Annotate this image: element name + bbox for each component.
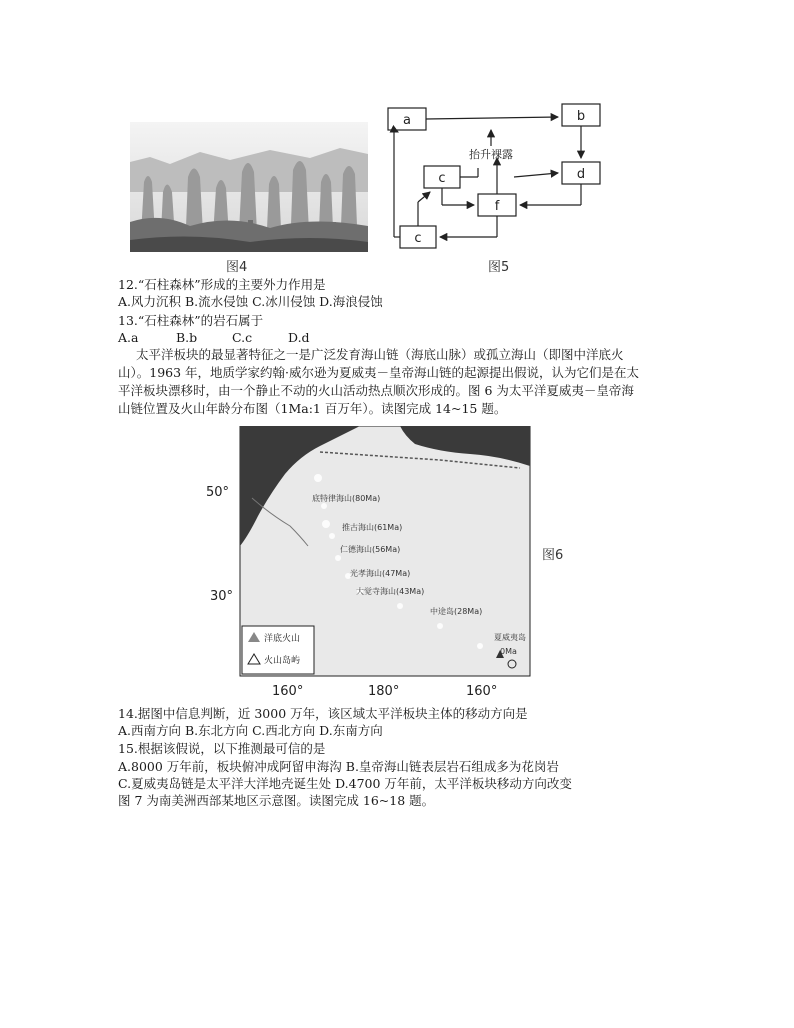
map-legend bbox=[242, 626, 314, 674]
lat-30-label: 30° bbox=[210, 589, 234, 604]
node-a-label: a bbox=[403, 113, 411, 128]
seamount-koko: 光孝海山(47Ma) bbox=[350, 569, 411, 578]
legend-island-label: 火山岛屿 bbox=[264, 656, 301, 666]
q13-opt-d: D.d bbox=[288, 330, 310, 345]
node-d-label: d bbox=[576, 167, 586, 182]
q12-options: A.风力沉积 B.流水侵蚀 C.冰川侵蚀 D.海浪侵蚀 bbox=[118, 294, 383, 309]
passage-line-2: 山）。1963 年，地质学家约翰·威尔逊为夏威夷－皇帝海山链的起源提出假说，认为它们是在太 bbox=[118, 365, 640, 380]
figure4-caption: 图4 bbox=[226, 260, 248, 275]
node-c2-label: c bbox=[414, 231, 422, 246]
q14-options: A.西南方向 B.东北方向 C.西北方向 D.东南方向 bbox=[118, 723, 383, 738]
seamount-suiko: 推古海山(61Ma) bbox=[342, 523, 403, 532]
seamount-detroit: 底特律海山(80Ma) bbox=[312, 494, 381, 503]
age-zero-label: 0Ma bbox=[500, 647, 517, 656]
next-section-intro: 图 7 为南美洲西部某地区示意图。读图完成 16~18 题。 bbox=[118, 793, 435, 808]
passage-line-3: 平洋板块漂移时，由一个静止不动的火山活动热点顺次形成的。图 6 为太平洋夏威夷－皇帝海 bbox=[118, 383, 634, 398]
q13-opt-b: B.b bbox=[176, 330, 198, 345]
lon-160w-label: 160° bbox=[466, 684, 498, 699]
stone-forest-photo bbox=[130, 122, 368, 252]
q13-opt-c: C.c bbox=[232, 330, 253, 345]
seamount-nintoku: 仁德海山(56Ma) bbox=[340, 545, 401, 554]
q13-stem: 13.“石柱森林”的岩石属于 bbox=[118, 313, 264, 328]
q15-options-ab: A.8000 万年前，板块俯冲成阿留申海沟 B.皇帝海山链表层岩石组成多为花岗岩 bbox=[118, 759, 559, 774]
passage-line-4: 山链位置及火山年龄分布图（1Ma:1 百万年）。读图完成 14~15 题。 bbox=[118, 401, 507, 416]
q13-opt-a: A.a bbox=[118, 330, 139, 345]
figure6-caption: 图6 bbox=[542, 548, 564, 563]
island-hawaii: 夏威夷岛 bbox=[494, 633, 526, 642]
legend-seamount-label: 洋底火山 bbox=[264, 634, 301, 644]
seamount-daikakuji: 大觉寺海山(43Ma) bbox=[356, 587, 425, 596]
q12-stem: 12.“石柱森林”形成的主要外力作用是 bbox=[118, 277, 326, 292]
lon-160e-label: 160° bbox=[272, 684, 304, 699]
q15-options-cd: C.夏威夷岛链是太平洋大洋地壳诞生处 D.4700 万年前，太平洋板块移动方向改变 bbox=[118, 776, 572, 791]
hawaii-emperor-map bbox=[200, 426, 540, 702]
node-c-label: c bbox=[438, 171, 446, 186]
node-b-label: b bbox=[576, 109, 586, 124]
island-midway: 中途岛(28Ma) bbox=[430, 607, 483, 616]
lat-50-label: 50° bbox=[206, 485, 230, 500]
lon-180-label: 180° bbox=[368, 684, 400, 699]
rock-cycle-diagram bbox=[386, 102, 608, 252]
q15-stem: 15.根据该假说，以下推测最可信的是 bbox=[118, 741, 326, 756]
figure5-caption: 图5 bbox=[488, 260, 510, 275]
passage-line-1: 太平洋板块的最显著特征之一是广泛发育海山链（海底山脉）或孤立海山（即图中洋底火 bbox=[136, 347, 624, 362]
node-f-label: f bbox=[494, 199, 500, 214]
q14-stem: 14.据图中信息判断，近 3000 万年，该区域太平洋板块主体的移动方向是 bbox=[118, 706, 528, 721]
uplift-label: 抬升裸露 bbox=[469, 148, 513, 161]
